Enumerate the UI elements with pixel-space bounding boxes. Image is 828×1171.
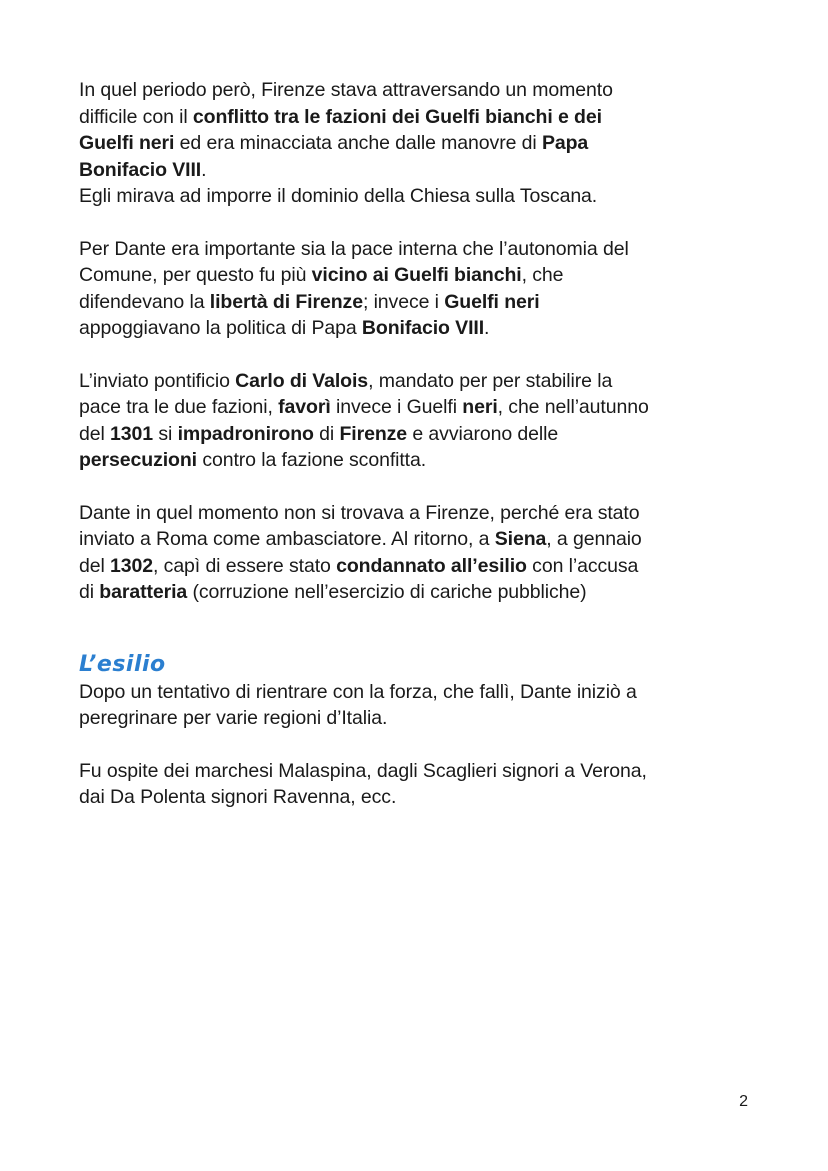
paragraph (79, 679, 769, 732)
text-segment: del (79, 554, 111, 577)
bold-text: libertà di Firenze (209, 290, 363, 313)
text-segment: invece i Guelfi (330, 396, 463, 418)
text-segment: difficile con il (79, 105, 193, 128)
bold-text: favorì (278, 396, 331, 418)
page-number: 2 (739, 1093, 748, 1110)
text-segment: peregrinare per varie regioni d’Italia. (79, 707, 388, 729)
bold-text: neri (462, 396, 498, 418)
text-line (79, 236, 769, 263)
text-line (79, 526, 769, 553)
text-segment: In quel periodo però, Firenze stava attraversando un momento (79, 79, 613, 101)
bold-text: Firenze (339, 422, 408, 445)
text-segment: , a gennaio (546, 528, 642, 550)
text-segment: si (153, 422, 178, 445)
text-line (79, 447, 769, 474)
text-line (79, 157, 769, 184)
text-segment: appoggiavano la politica di Papa (79, 317, 362, 339)
text-segment: Comune, per questo fu più (79, 264, 312, 286)
text-line (79, 130, 769, 157)
bold-text: Carlo di Valois (235, 369, 369, 392)
text-segment: del (79, 422, 111, 445)
text-line (79, 289, 769, 316)
text-segment: ; invece i (362, 290, 445, 313)
text-segment: , capì di essere stato (153, 554, 337, 577)
text-line (79, 421, 769, 448)
bold-text: baratteria (99, 581, 188, 603)
text-segment: Per Dante era importante sia la pace interna che l’autonomia del (79, 237, 629, 260)
paragraph (79, 77, 769, 210)
text-line (79, 104, 769, 131)
text-segment: e avviarono delle (407, 422, 559, 445)
text-line (79, 758, 769, 785)
bold-text: 1302 (110, 554, 154, 577)
section-heading-esilio: L’esilio (79, 651, 166, 677)
text-line (79, 553, 769, 580)
text-segment: Dopo un tentativo di rientrare con la forza, che fallì, Dante iniziò a (79, 680, 637, 703)
text-line (79, 679, 769, 706)
text-segment: di (79, 581, 100, 603)
text-segment: , che (521, 264, 564, 286)
text-segment: Fu ospite dei marchesi Malaspina, dagli Scaglieri signori a Verona, (79, 759, 647, 782)
text-segment: L’inviato pontificio (79, 369, 236, 392)
text-line (79, 315, 769, 342)
text-segment: Egli mirava ad imporre il dominio della Chiesa sulla Toscana. (79, 185, 598, 207)
text-line (79, 183, 769, 210)
bold-text: 1301 (110, 422, 154, 445)
text-line (79, 394, 769, 421)
text-segment: ed era minacciata anche dalle manovre di (174, 132, 542, 154)
bold-text: Guelfi neri (79, 132, 175, 154)
section-paragraphs (79, 679, 769, 811)
text-segment: (corruzione nell’esercizio di cariche pubbliche) (187, 581, 587, 603)
paragraph (79, 368, 769, 474)
bold-text: conflitto tra le fazioni dei Guelfi bianchi e dei (192, 105, 602, 128)
text-segment: Dante in quel momento non si trovava a Firenze, perché era stato (79, 501, 640, 524)
text-line (79, 500, 769, 527)
text-segment: . (484, 317, 490, 339)
bold-text: persecuzioni (79, 449, 197, 471)
text-line (79, 368, 769, 395)
text-segment: di (313, 422, 340, 445)
paragraph (79, 758, 769, 811)
text-segment: con l’accusa (526, 554, 639, 577)
text-line (79, 262, 769, 289)
bold-text: Guelfi neri (444, 290, 540, 313)
bold-text: vicino ai Guelfi bianchi (311, 264, 522, 286)
text-segment: . (201, 158, 207, 181)
text-line (79, 579, 769, 606)
text-segment: pace tra le due fazioni, (79, 396, 279, 418)
text-segment: , mandato per per stabilire la (368, 369, 613, 392)
paragraph (79, 500, 769, 606)
text-segment: difendevano la (79, 290, 210, 313)
bold-text: Bonifacio VIII (79, 158, 202, 181)
text-segment: contro la fazione sconfitta. (197, 449, 427, 471)
paragraph (79, 236, 769, 342)
text-segment: dai Da Polenta signori Ravenna, ecc. (79, 786, 397, 808)
bold-text: impadronirono (177, 422, 314, 445)
bold-text: Papa (541, 132, 589, 154)
text-line (79, 77, 769, 104)
text-segment: , che nell’autunno (497, 396, 649, 418)
text-line (79, 705, 769, 732)
text-segment: inviato a Roma come ambasciatore. Al ritorno, a (79, 528, 495, 550)
intro-paragraphs (79, 77, 769, 606)
bold-text: condannato all’esilio (336, 554, 527, 577)
bold-text: Siena (494, 528, 547, 550)
bold-text: Bonifacio VIII (361, 317, 485, 339)
text-line (79, 784, 769, 811)
document-body (79, 77, 769, 837)
